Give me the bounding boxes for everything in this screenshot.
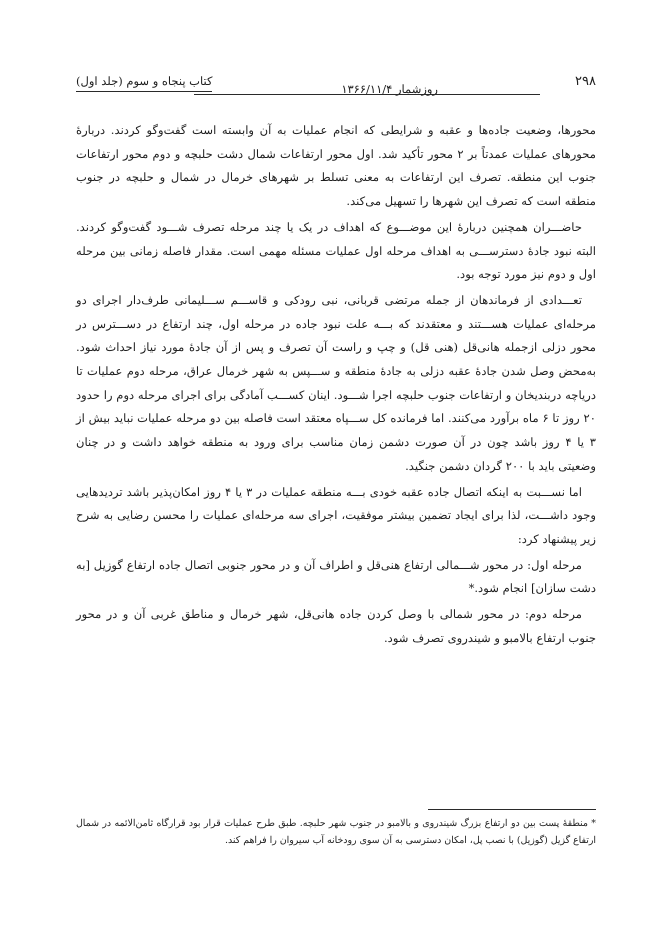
paragraph-3: تعـــدادی از فرماندهان از جمله مرتضی قربانی، نبی رودکی و قاســـم ســـلیمانی طرف‌دار اجرای دو مرحله‌ای عملیات هســـتند و معتقدند که بـــه علت نبود جاده در مرحله اول، چند ارتفاع در دســـترس در محور دزلی ازجمله هانی‌قل (هنی قل) و چپ و راست آن تصرف و پس از آن جادهٔ مورد نیاز احداث شود. به‌محض وصل شدن جادهٔ عقبه دزلی به جادهٔ منطقه و ســـپس به شهر خرمال عراق، مرحله دوم عملیات تا دریاچه دربندیخان و ارتفاعات جنوب حلبچه اجرا شـــود. اینان کســـب آمادگی برای اجرای مرحله دوم را حدود ۲۰ روز تا ۶ ماه برآورد می‌کنند. اما فرمانده کل ســـپاه معتقد است فاصله بین دو مرحله عملیات نباید بیش از ۳ یا ۴ روز باشد چون در آن صورت دشمن زمان مناسب برای ورود به منطقه خواهد داشت و در چنان وضعیتی باید با ۲۰۰ گردان دشمن جنگید. (76, 292, 596, 473)
paragraph-1: محورها، وضعیت جاده‌ها و عقبه و شرایطی که انجام عملیات به آن وابسته است گفت‌وگو کردند. دربارهٔ محورهای عملیات عمدتاً بر ۲ محور تأکید شد. اول محور ارتفاعات شمال دشت حلبچه و دوم محور ارتفاعات جنوب این منطقه. تصرف این ارتفاعات به معنی تسلط بر شهرهای خرمال در شمال و حلبچه در جنوب منطقه است که تصرف این شهرها را تسهیل می‌کند. (76, 123, 596, 209)
paragraph-2: حاضـــران همچنین دربارهٔ این موضـــوع که اهداف در یک یا چند مرحله تصرف شـــود گفت‌وگو کردند. البته نبود جادهٔ دسترســـی به اهداف مرحله اول عملیات مسئله مهمی است. مقدار فاصله زمانی بین مرحله اول و دوم نیز مورد توجه بود. (76, 219, 596, 282)
footnote: * منطقهٔ پست بین دو ارتفاع بزرگ شیندروی و بالامبو در جنوب شهر حلبچه. طبق طرح عملیات قرار بود قرارگاه ثامن‌الائمه در شمال ارتفاع گزیل (گوزیل) با نصب پل، امکان دسترسی به آن سوی رودخانه آب سیروان را فراهم کند. (76, 818, 596, 846)
header-book-title: کتاب پنجاه و سوم (جلد اول) (76, 74, 212, 92)
body-text (76, 119, 596, 652)
paragraph-5: مرحله اول: در محور شـــمالی ارتفاع هنی‌قل و اطراف آن و در محور جنوبی اتصال جاده ارتفاع گوزیل [به دشت سازان] انجام شود.* (76, 557, 596, 596)
footnote-rule (428, 809, 596, 810)
running-header (76, 68, 596, 102)
paragraph-4: اما نســـبت به اینکه اتصال جاده عقبه خودی بـــه منطقه عملیات در ۳ یا ۴ روز امکان‌پذیر باشد تردیدهایی وجود داشـــت، لذا برای ایجاد تضمین بیشتر موفقیت، اجرای سه مرحله‌ای عملیات را محسن رضایی به شرح زیر پیشنهاد کرد: (76, 484, 596, 546)
page-number: ۲۹۸ (575, 74, 596, 89)
header-rule (194, 94, 540, 95)
header-date: روزشمار ۱۳۶۶/۱۱/۴ (341, 82, 438, 96)
paragraph-6: مرحله دوم: در محور شمالی با وصل کردن جاده هانی‌قل، شهر خرمال و مناطق غربی آن و در محور جنوب ارتفاع بالامبو و شیندروی تصرف شود. (76, 607, 596, 645)
